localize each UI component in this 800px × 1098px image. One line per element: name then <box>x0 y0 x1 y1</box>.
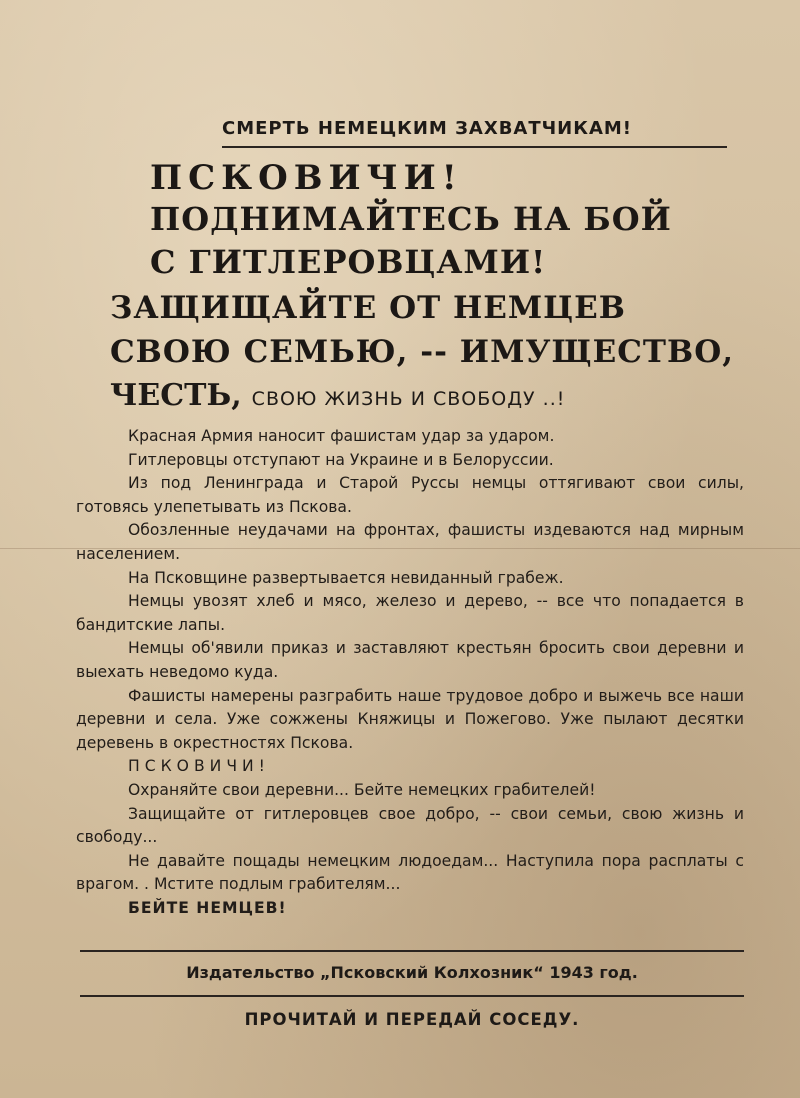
footer-slogan: ПРОЧИТАЙ И ПЕРЕДАЙ СОСЕДУ. <box>244 1010 580 1029</box>
top-slogan: СМЕРТЬ НЕМЕЦКИМ ЗАХВАТЧИКАМ! <box>222 118 632 139</box>
leaflet-body <box>76 425 744 920</box>
headline-line-1: ПСКОВИЧИ! <box>150 158 463 198</box>
body-paragraph: Из под Ленинграда и Старой Руссы немцы оттягивают свои силы, готовясь улепетывать из Пскова. <box>76 474 744 516</box>
body-paragraph: На Псковщине развертывается невиданный грабеж. <box>128 568 564 587</box>
body-paragraph: Гитлеровцы отступают на Украине и в Белоруссии. <box>128 450 554 469</box>
body-paragraph: Немцы об'явили приказ и заставляют крестьян бросить свои деревни и выехать неведомо куда. <box>76 639 744 681</box>
body-paragraph: Защищайте от гитлеровцев свое добро, -- свои семьи, свою жизнь и свободу... <box>76 804 744 847</box>
headline-line-5: СВОЮ СЕМЬЮ, -- ИМУЩЕСТВО, <box>110 334 734 370</box>
top-rule <box>222 146 727 148</box>
body-paragraph: Красная Армия наносит фашистам удар за ударом. <box>128 427 555 445</box>
body-closing-call: БЕЙТЕ НЕМЦЕВ! <box>128 898 287 917</box>
publisher-rule-bottom <box>80 995 744 997</box>
body-paragraph: Обозленные неудачами на фронтах, фашисты издеваются над мирным населением. <box>76 521 744 563</box>
body-paragraph: Не давайте пощады немецким людоедам... Наступила пора расплаты с врагом. . Мстите подлым грабителям... <box>76 851 744 894</box>
body-paragraph: Фашисты намерены разграбить наше трудовое добро и выжечь все наши деревни и села. Уже сожжены Княжицы и Пожегово. Уже пылают десятки деревень в окрестностях Пскова. <box>76 686 744 752</box>
publisher-rule-top <box>80 950 744 952</box>
headline-line-6 <box>110 378 565 413</box>
headline-line-6-rest: СВОЮ ЖИЗНЬ И СВОБОДУ ..! <box>251 388 566 410</box>
body-appeal: ПСКОВИЧИ! <box>128 757 270 776</box>
headline-line-3: С ГИТЛЕРОВЦАМИ! <box>150 243 547 281</box>
headline-line-2: ПОДНИМАЙТЕСЬ НА БОЙ <box>150 200 672 238</box>
body-paragraph: Охраняйте свои деревни... Бейте немецких грабителей! <box>128 780 596 799</box>
publisher-line: Издательство „Псковский Колхозник“ 1943 год. <box>186 963 638 982</box>
body-paragraph: Немцы увозят хлеб и мясо, железо и дерево, -- все что попадается в бандитские лапы. <box>76 592 744 634</box>
headline-line-6-bold: ЧЕСТЬ, <box>110 378 242 413</box>
headline-line-4: ЗАЩИЩАЙТЕ ОТ НЕМЦЕВ <box>110 290 626 326</box>
